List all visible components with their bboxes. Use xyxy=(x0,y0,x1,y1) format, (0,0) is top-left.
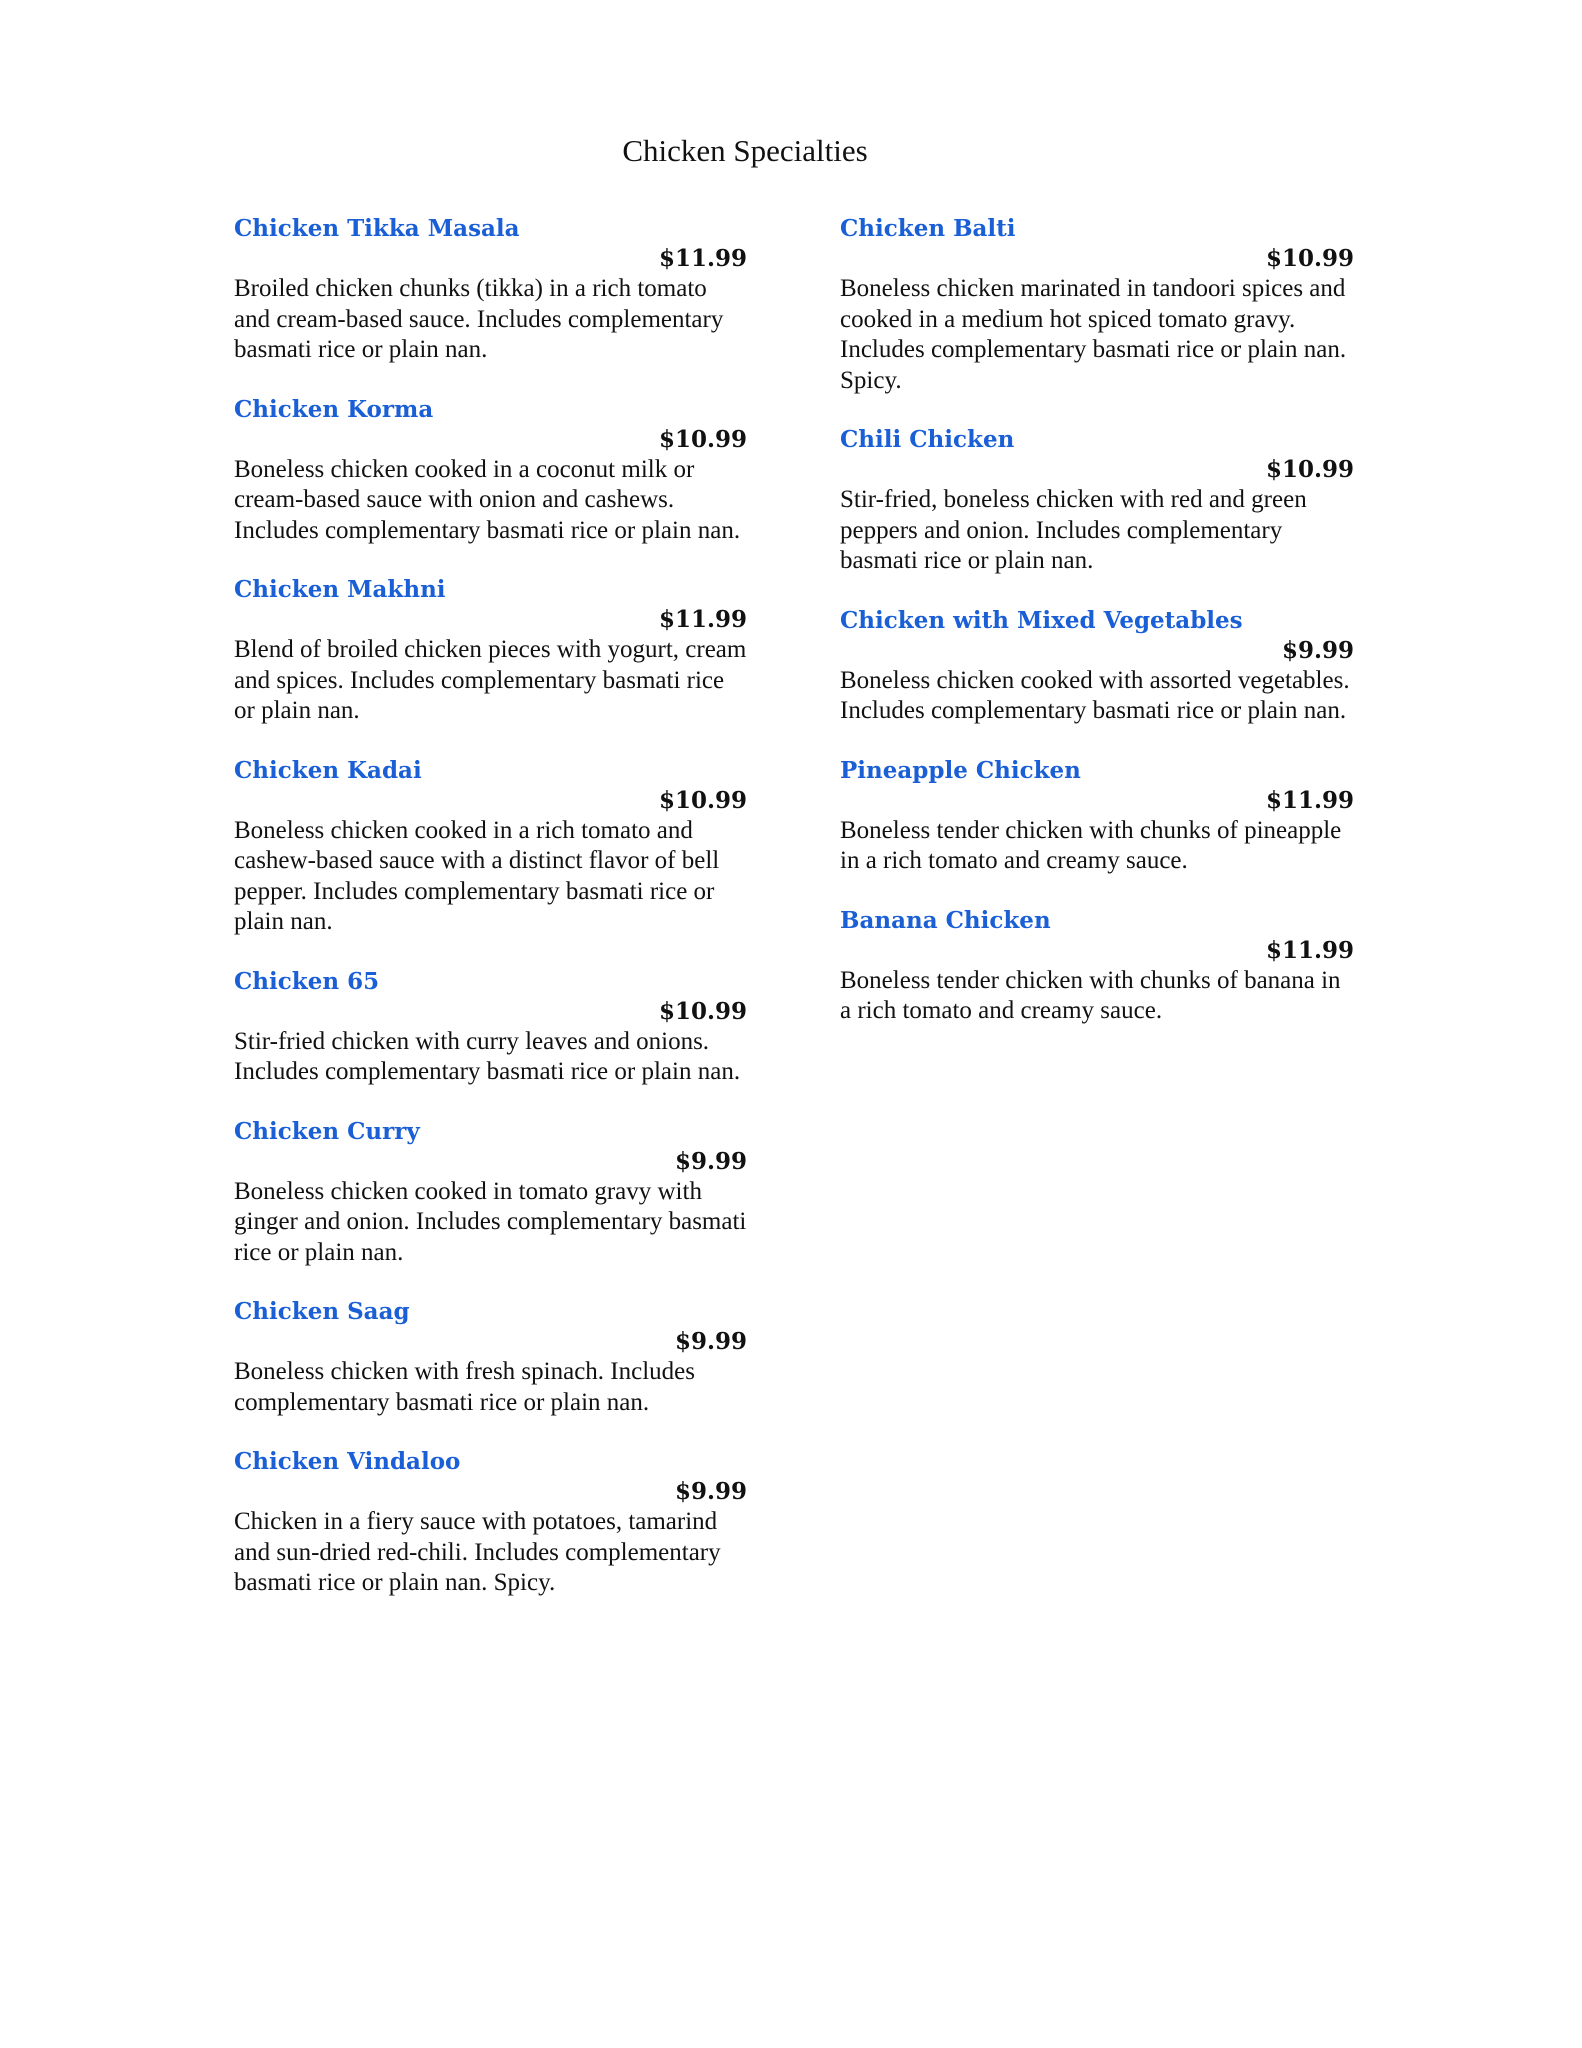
menu-item-description: Boneless tender chicken with chunks of pineapple in a rich tomato and creamy sauce. xyxy=(840,816,1342,874)
menu-item xyxy=(840,214,1354,396)
menu-item-description: Boneless chicken cooked in a coconut milk or cream-based sauce with onion and cashews. Includes complementary basmati rice or plain nan. xyxy=(234,455,741,544)
menu-item-name: Chili Chicken xyxy=(840,426,1015,453)
menu-item-description: Boneless chicken cooked in tomato gravy with ginger and onion. Includes complementary basmati rice or plain nan. xyxy=(234,1177,747,1266)
menu-item-description: Broiled chicken chunks (tikka) in a rich tomato and cream-based sauce. Includes complementary basmati rice or plain nan. xyxy=(234,275,724,363)
menu-item-price: $10.99 xyxy=(658,786,747,814)
menu-item-price: $9.99 xyxy=(674,1478,747,1505)
menu-item-name: Chicken Korma xyxy=(234,395,434,423)
menu-item-price: $9.99 xyxy=(674,1328,747,1355)
menu-item-description: Stir-fried chicken with curry leaves and onions. Includes complementary basmati rice or plain nan. xyxy=(234,1027,741,1085)
menu-item-description: Boneless chicken cooked with assorted vegetables. Includes complementary basmati rice or plain nan. xyxy=(840,666,1350,724)
menu-item-description: Boneless tender chicken with chunks of banana in a rich tomato and creamy sauce. xyxy=(840,966,1341,1024)
menu-item-name: Chicken Balti xyxy=(840,215,1016,242)
menu-item xyxy=(234,1297,747,1418)
menu-item xyxy=(234,967,747,1088)
menu-item-description: Boneless chicken marinated in tandoori spices and cooked in a medium hot spiced tomato gravy. Includes complementary basmati rice or plain nan. Spicy. xyxy=(840,275,1347,394)
menu-item-name: Chicken Curry xyxy=(234,1117,420,1145)
menu-item xyxy=(234,395,747,547)
menu-item-description: Boneless chicken cooked in a rich tomato and cashew-based sauce with a distinct flavor of bell pepper. Includes complementary basmati rice or plain nan. xyxy=(234,816,720,935)
menu-item-name: Pineapple Chicken xyxy=(840,756,1081,784)
menu-item xyxy=(234,214,747,366)
menu-item-name: Chicken Makhni xyxy=(234,576,446,603)
menu-item-price: $11.99 xyxy=(1265,936,1354,964)
menu-item xyxy=(840,756,1354,877)
menu-item-price: $10.99 xyxy=(658,425,747,453)
menu-item-description: Chicken in a fiery sauce with potatoes, tamarind and sun-dried red-chili. Includes complementary basmati rice or plain nan. Spicy. xyxy=(234,1508,721,1596)
menu-item-name: Chicken with Mixed Vegetables xyxy=(840,606,1243,634)
menu-item-name: Chicken Saag xyxy=(234,1298,410,1325)
menu-item-price: $9.99 xyxy=(674,1147,747,1175)
menu-item-name: Banana Chicken xyxy=(840,906,1051,934)
menu-item xyxy=(234,756,747,938)
menu-item-price: $10.99 xyxy=(658,997,747,1025)
menu-item-description: Blend of broiled chicken pieces with yogurt, cream and spices. Includes complementary basmati rice or plain nan. xyxy=(234,636,747,724)
menu-item xyxy=(840,906,1354,1027)
menu-item-name: Chicken Vindaloo xyxy=(234,1448,461,1475)
menu-item-name: Chicken Kadai xyxy=(234,756,422,784)
menu-item-price: $11.99 xyxy=(658,606,747,633)
left-menu-column xyxy=(234,214,747,1628)
right-menu-column xyxy=(840,214,1354,1056)
menu-item-description: Boneless chicken with fresh spinach. Includes complementary basmati rice or plain nan. xyxy=(234,1358,695,1416)
menu-item xyxy=(840,606,1354,727)
menu-item-price: $11.99 xyxy=(1265,786,1354,814)
page-title: Chicken Specialties xyxy=(622,133,868,168)
menu-item-price: $10.99 xyxy=(1265,245,1354,272)
menu-item-name: Chicken 65 xyxy=(234,967,380,995)
menu-item xyxy=(840,425,1354,577)
menu-item-price: $10.99 xyxy=(1265,456,1354,483)
menu-item-name: Chicken Tikka Masala xyxy=(234,215,520,242)
menu-item-price: $9.99 xyxy=(1281,636,1354,664)
menu-item xyxy=(234,575,747,727)
menu-item xyxy=(234,1447,747,1599)
menu-item-price: $11.99 xyxy=(658,245,747,272)
menu-item-description: Stir-fried, boneless chicken with red and green peppers and onion. Includes complementary basmati rice or plain nan. xyxy=(840,486,1307,574)
menu-item xyxy=(234,1117,747,1269)
